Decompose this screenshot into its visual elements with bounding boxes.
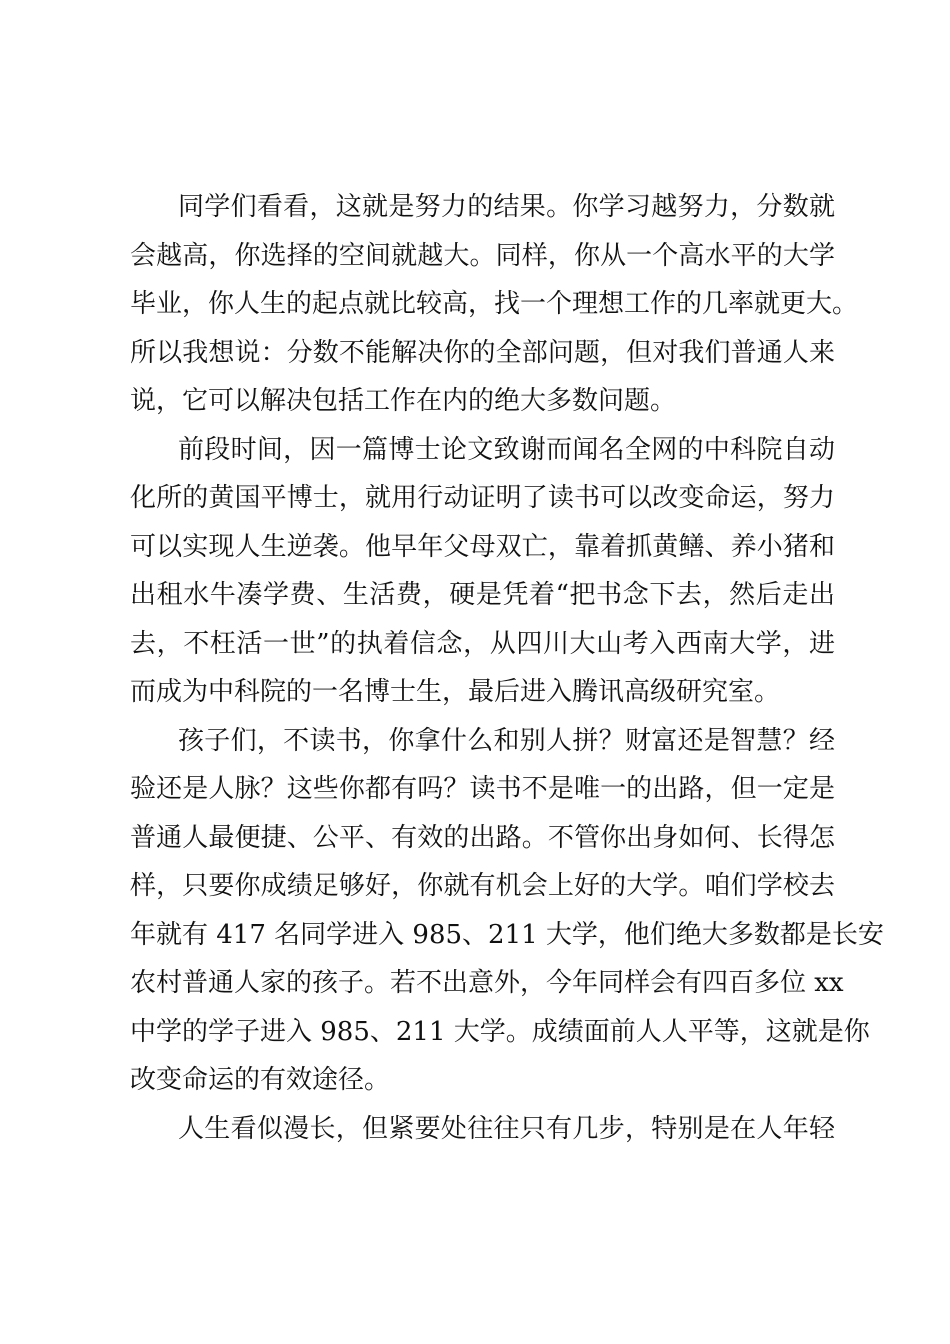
text-line: 出租水牛凑学费、生活费，硬是凭着“把书念下去，然后走出 [130,580,835,610]
text-line: 会越高，你选择的空间就越大。同样，你从一个高水平的大学 [130,240,835,271]
text-line: 样，只要你成绩足够好，你就有机会上好的大学。咱们学校去 [130,871,835,901]
text-line: 而成为中科院的一名博士生，最后进入腾讯高级研究室。 [130,677,781,707]
text-line: 可以实现人生逆袭。他早年父母双亡，靠着抓黄鳝、养小猪和 [130,531,835,562]
text-line: 改变命运的有效途径。 [130,1065,391,1095]
paragraph-3 [130,717,884,1105]
paragraph-4 [130,1105,835,1154]
text-line: 所以我想说：分数不能解决你的全部问题，但对我们普通人来 [130,337,835,368]
text-line: 年就有 417 名同学进入 985、211 大学，他们绝大多数都是长安 [130,919,884,950]
paragraph-1 [130,183,859,426]
text-line: 农村普通人家的孩子。若不出意外，今年同样会有四百多位 xx [130,968,844,998]
text-line: 前段时间，因一篇博士论文致谢而闻名全网的中科院自动 [178,434,835,465]
text-line: 说，它可以解决包括工作在内的绝大多数问题。 [130,386,677,416]
text-line: 毕业，你人生的起点就比较高，找一个理想工作的几率就更大。 [130,289,859,319]
text-line: 人生看似漫长，但紧要处往往只有几步，特别是在人年轻 [178,1113,835,1144]
text-line: 同学们看看，这就是努力的结果。你学习越努力，分数就 [178,192,835,222]
text-line: 去，不枉活一世”的执着信念，从四川大山考入西南大学，进 [130,628,835,659]
document-body [130,183,884,1153]
text-line: 中学的学子进入 985、211 大学。成绩面前人人平等，这就是你 [130,1016,870,1047]
text-line: 验还是人脉？这些你都有吗？读书不是唯一的出路，但一定是 [130,774,835,804]
text-line: 普通人最便捷、公平、有效的出路。不管你出身如何、长得怎 [130,822,835,853]
text-line: 孩子们，不读书，你拿什么和别人拼？财富还是智慧？经 [178,725,835,756]
text-line: 化所的黄国平博士，就用行动证明了读书可以改变命运，努力 [130,483,835,513]
paragraph-2 [130,426,835,717]
